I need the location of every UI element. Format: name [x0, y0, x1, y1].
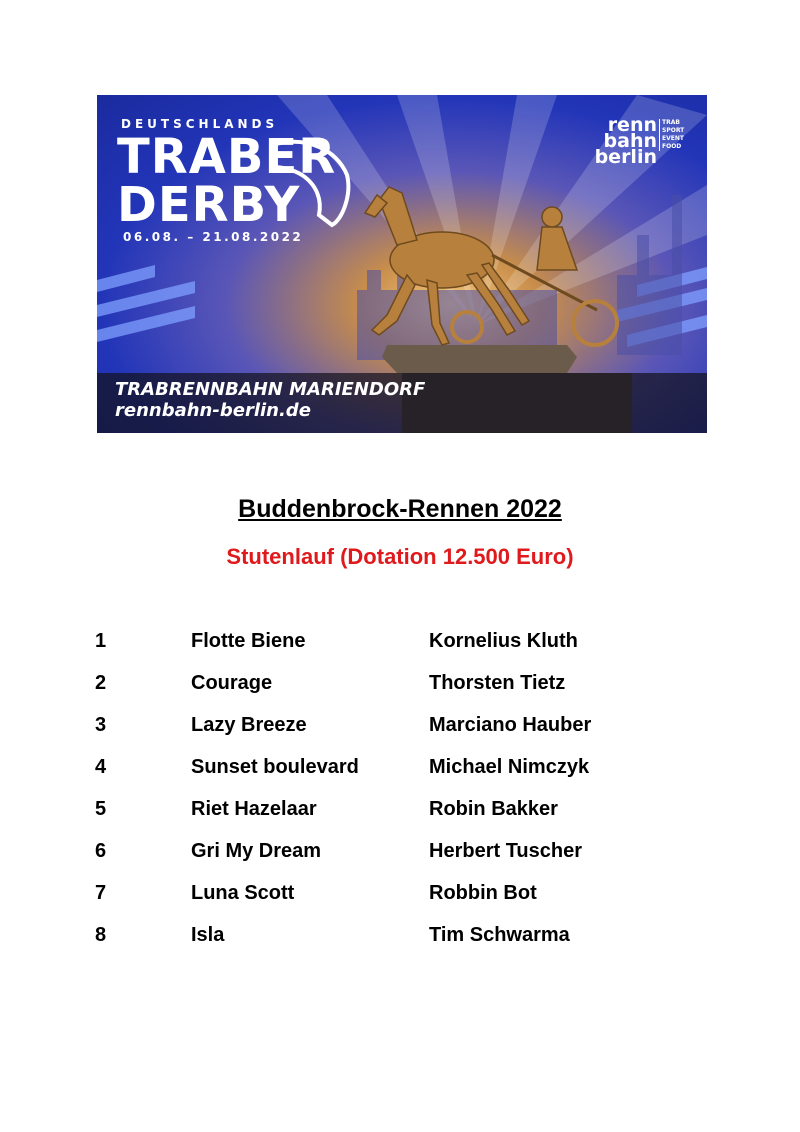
- entry-horse: Courage: [191, 672, 273, 694]
- entry-row: [0, 630, 800, 658]
- banner-kicker: DEUTSCHLANDS: [121, 117, 279, 131]
- entry-horse: Sunset boulevard: [191, 756, 359, 778]
- logo-tag: EVENT: [662, 135, 684, 142]
- entry-number: 8: [95, 924, 107, 946]
- logo-word: berlin: [594, 146, 657, 168]
- entry-number: 4: [95, 756, 107, 778]
- logo-word: bahn: [603, 130, 657, 152]
- entry-horse: Isla: [191, 924, 225, 946]
- entry-driver: Kornelius Kluth: [429, 630, 578, 652]
- entry-number: 6: [95, 840, 107, 862]
- entry-number: 2: [95, 672, 107, 694]
- entry-row: [0, 672, 800, 700]
- banner-url: rennbahn-berlin.de: [115, 400, 311, 421]
- entry-row: [0, 882, 800, 910]
- entry-row: [0, 714, 800, 742]
- entry-horse: Flotte Biene: [191, 630, 306, 652]
- banner-dates: 06.08. – 21.08.2022: [123, 230, 304, 244]
- logo-tag: FOOD: [662, 143, 682, 150]
- entry-driver: Robbin Bot: [429, 882, 537, 904]
- logo-tag: TRAB: [662, 119, 680, 126]
- entry-number: 7: [95, 882, 107, 904]
- entry-row: [0, 798, 800, 826]
- banner-title-line2: DERBY: [117, 177, 301, 233]
- entry-horse: Lazy Breeze: [191, 714, 307, 736]
- entry-driver: Marciano Hauber: [429, 714, 592, 736]
- entry-row: [0, 840, 800, 868]
- entry-horse: Luna Scott: [191, 882, 295, 904]
- entry-number: 3: [95, 714, 107, 736]
- entry-driver: Robin Bakker: [429, 798, 558, 820]
- entry-horse: Gri My Dream: [191, 840, 322, 862]
- entry-driver: Michael Nimczyk: [429, 756, 590, 778]
- banner-title-line1: TRABER: [117, 129, 337, 185]
- logo-words: [594, 114, 657, 168]
- entry-horse: Riet Hazelaar: [191, 798, 317, 820]
- event-banner: [97, 95, 707, 433]
- entry-driver: Herbert Tuscher: [429, 840, 583, 862]
- entry-driver: Tim Schwarma: [429, 924, 570, 946]
- race-subtitle: Stutenlauf (Dotation 12.500 Euro): [226, 544, 574, 569]
- entry-number: 1: [95, 630, 107, 652]
- logo-word: renn: [607, 114, 657, 136]
- entry-row: [0, 924, 800, 952]
- race-title: Buddenbrock-Rennen 2022: [238, 495, 562, 523]
- entry-row: [0, 756, 800, 784]
- logo-tag: SPORT: [662, 127, 685, 134]
- entry-driver: Thorsten Tietz: [429, 672, 566, 694]
- banner-venue: TRABRENNBAHN MARIENDORF: [115, 379, 426, 400]
- logo-tags: [659, 119, 688, 151]
- entry-number: 5: [95, 798, 107, 820]
